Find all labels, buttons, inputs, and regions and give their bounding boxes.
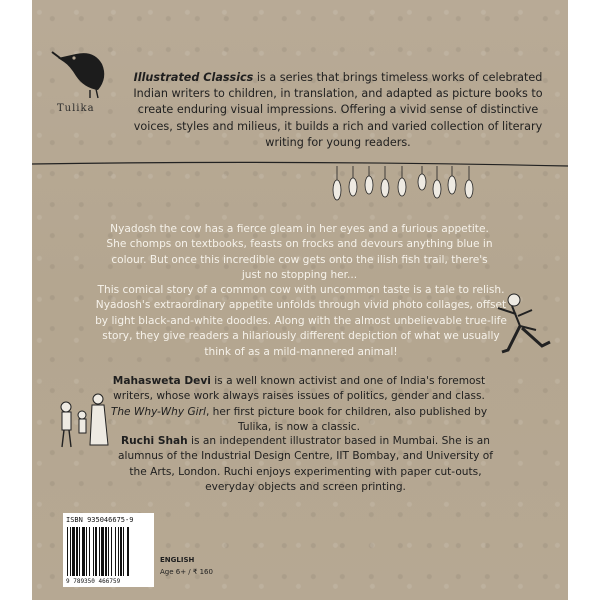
isbn-label: ISBN 935046675-9 — [66, 516, 134, 524]
barcode-bar — [127, 527, 129, 576]
tulika-bird-logo — [50, 40, 120, 100]
barcode-bar — [120, 527, 122, 576]
publisher-name: Tulika — [57, 103, 95, 114]
barcode-bar — [93, 527, 94, 576]
author-name: Mahasweta Devi — [112, 375, 211, 387]
barcode-bar — [105, 527, 107, 576]
barcode-digits: 9 789350 466759 — [66, 578, 121, 585]
fish-line-doodle — [32, 158, 568, 218]
people-group-doodle — [54, 385, 114, 455]
series-description: is a series that brings timeless works of celebrated Indian writers to children, in translation, and adapted as picture books to create enduring visual impressions. Offering a vivid sense of distinctive voices, styles and milieus, it builds a rich and varied collection of literary writing for young readers. — [133, 71, 543, 149]
illustrator-bio-text: is an independent illustrator based in Mumbai. She is an alumnus of the Industrial Design Centre, IIT Bombay, and University of the Arts, London. Ruchi enjoys experimenting with paper cut-outs, everyday objects and screen printing. — [118, 435, 493, 494]
barcode-bar — [123, 527, 124, 576]
author-bio-text-b: , her first picture book for children, also published by Tulika, is now a classic. — [205, 405, 488, 434]
series-intro — [128, 70, 548, 151]
barcode-bar — [101, 527, 104, 576]
blurb-paragraph-2: This comical story of a common cow with uncommon taste is a tale to relish. Nyadosh's extraordinary appetite unfolds through vivid photo collages, offset by light black-and-white doodles. Along with the almost unbelievable true-life story, they give readers a hilariously different depiction of what we usually think of as a mild-mannered animal! — [95, 284, 507, 358]
barcode — [66, 527, 151, 576]
hanging-fish-group — [333, 166, 473, 200]
author-bio-text-a: is a well known activist and one of India's foremost writers, whose work always raises issues of politics, gender and class. — [113, 375, 486, 403]
barcode-bar — [95, 527, 97, 576]
author-bio — [108, 374, 490, 436]
barcode-bar — [99, 527, 100, 576]
running-man-doodle — [492, 290, 556, 360]
barcode-bar — [70, 527, 71, 576]
barcode-bar — [118, 527, 119, 576]
illustrator-bio — [108, 434, 503, 496]
barcode-bar — [89, 527, 90, 576]
barcode-bar — [76, 527, 78, 576]
author-book-title: The Why-Why Girl — [110, 405, 206, 418]
barcode-bar — [108, 527, 109, 576]
series-name: Illustrated Classics — [133, 71, 254, 84]
barcode-bar — [111, 527, 112, 576]
language-label: ENGLISH — [160, 556, 195, 564]
illustrator-name: Ruchi Shah — [120, 435, 188, 447]
age-price-label: Age 6+ / ₹ 160 — [160, 568, 213, 576]
barcode-bar — [86, 527, 87, 576]
barcode-bar — [72, 527, 75, 576]
barcode-bar — [79, 527, 80, 576]
barcode-bar — [67, 527, 68, 576]
barcode-bar — [82, 527, 85, 576]
barcode-bar — [115, 527, 116, 576]
blurb-paragraph-1: Nyadosh the cow has a fierce gleam in her eyes and a furious appetite. She chomps on textbooks, feasts on frocks and devours anything blue in colour. But once this incredible cow gets onto the ilish fish trail, there's just no stopping her... — [106, 223, 493, 282]
